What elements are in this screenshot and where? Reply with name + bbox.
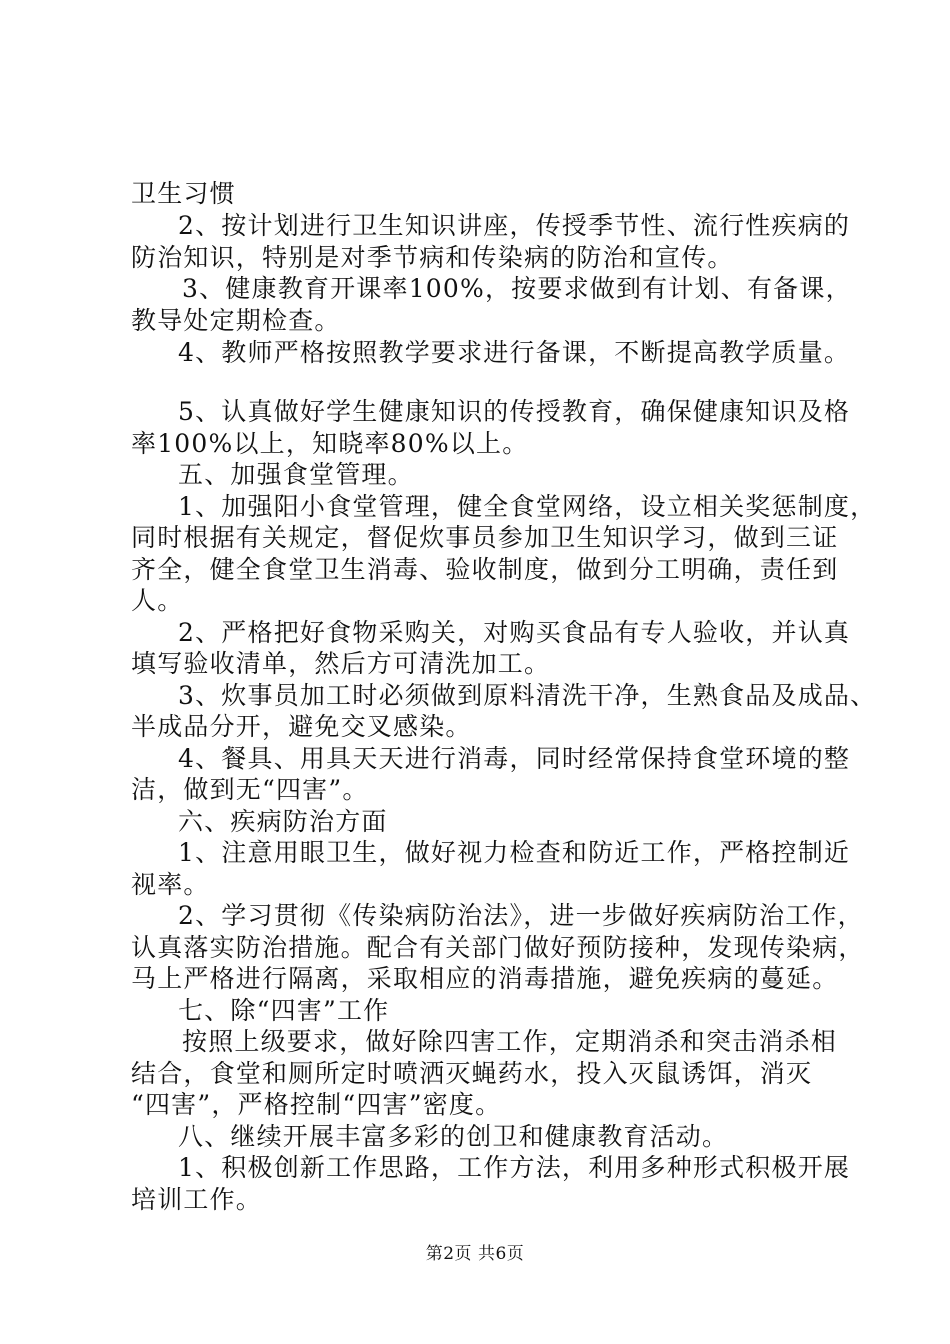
text-line: 5、认真做好学生健康知识的传授教育，确保健康知识及格 <box>178 397 851 426</box>
text-line: 率100%以上，知晓率80%以上。 <box>131 429 529 458</box>
text-line: 1、加强阳小食堂管理，健全食堂网络，设立相关奖惩制度， <box>178 492 877 521</box>
text-line: 4、教师严格按照教学要求进行备课，不断提高教学质量。 <box>178 338 851 367</box>
text-line: 半成品分开，避免交叉感染。 <box>131 712 472 741</box>
text-line: 视率。 <box>131 870 210 899</box>
text-line: 同时根据有关规定，督促炊事员参加卫生知识学习，做到三证 <box>131 523 839 552</box>
text-line: 卫生习惯 <box>131 179 236 208</box>
text-line: 4、餐具、用具天天进行消毒，同时经常保持食堂环境的整 <box>178 744 851 773</box>
text-line: 马上严格进行隔离，采取相应的消毒措施，避免疾病的蔓延。 <box>131 964 839 993</box>
page-number-footer: 第2页 共6页 <box>425 1244 525 1264</box>
section-heading: 八、继续开展丰富多彩的创卫和健康教育活动。 <box>178 1122 729 1151</box>
text-line: 1、注意用眼卫生，做好视力检查和防近工作，严格控制近 <box>178 838 851 867</box>
text-line: 填写验收清单，然后方可清洗加工。 <box>131 649 551 678</box>
text-line: 按照上级要求，做好除四害工作，定期消杀和突击消杀相 <box>182 1027 838 1056</box>
section-heading: 七、除“四害”工作 <box>178 996 390 1025</box>
section-heading: 五、加强食堂管理。 <box>178 460 414 489</box>
text-line: 认真落实防治措施。配合有关部门做好预防接种，发现传染病， <box>131 933 865 962</box>
text-line: 2、学习贯彻《传染病防治法》，进一步做好疾病防治工作， <box>178 901 864 930</box>
text-line: 1、积极创新工作思路，工作方法，利用多种形式积极开展 <box>178 1153 851 1182</box>
text-line: 教导处定期检查。 <box>131 306 341 335</box>
text-line: 人。 <box>131 586 184 615</box>
text-line: 齐全，健全食堂卫生消毒、验收制度，做到分工明确，责任到 <box>131 555 839 584</box>
text-line: 防治知识，特别是对季节病和传染病的防治和宣传。 <box>131 243 734 272</box>
text-line: 洁，做到无“四害”。 <box>131 775 369 804</box>
text-line: 培训工作。 <box>131 1185 263 1214</box>
text-line: “四害”，严格控制“四害”密度。 <box>131 1090 502 1119</box>
text-line: 结合，食堂和厕所定时喷洒灭蝇药水，投入灭鼠诱饵，消灭 <box>131 1059 813 1088</box>
text-line: 3、健康教育开课率100%，按要求做到有计划、有备课， <box>182 274 852 303</box>
text-line: 2、严格把好食物采购关，对购买食品有专人验收，并认真 <box>178 618 851 647</box>
section-heading: 六、疾病防治方面 <box>178 807 388 836</box>
text-line: 2、按计划进行卫生知识讲座，传授季节性、流行性疾病的 <box>178 211 851 240</box>
text-line: 3、炊事员加工时必须做到原料清洗干净，生熟食品及成品、 <box>178 681 877 710</box>
